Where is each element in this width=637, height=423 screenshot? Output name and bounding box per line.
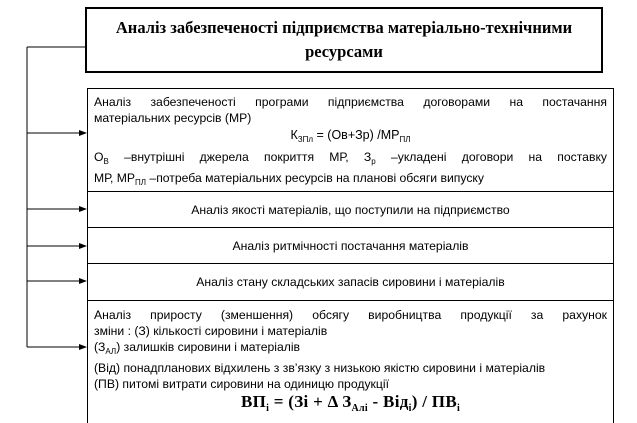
diagram-title: Аналіз забезпеченості підприємства матеріально-технічними ресурсами bbox=[115, 18, 573, 61]
section-supply-rhythm bbox=[88, 228, 613, 264]
arrow-head-3 bbox=[79, 243, 87, 249]
analysis-list-box bbox=[87, 88, 614, 423]
arrow-head-1 bbox=[79, 130, 87, 136]
section4-label: Аналіз стану складських запасів сировини і матеріалів bbox=[196, 275, 505, 289]
arrow-head-5 bbox=[79, 344, 87, 350]
section5-line2: зміни : (З) кількості сировини і матеріалів bbox=[94, 324, 328, 338]
arrow-head-4 bbox=[79, 278, 87, 284]
section1-formula: $К_{ЗПл} = (Ов+Зр)$ $/МР_{ПЛ}$ bbox=[290, 128, 411, 144]
section5-line5: (ПВ) питомі витрати сировини на одиницю продукції bbox=[94, 377, 389, 391]
section-warehouse-stock bbox=[88, 264, 613, 301]
section5-line1: Аналіз приросту (зменшення) обсягу виробництва продукції за рахунок bbox=[94, 308, 607, 322]
section-contracts-supply bbox=[88, 89, 613, 192]
section5-line3: $(З_{АЛ})$ залишків сировини і матеріалів bbox=[94, 340, 301, 356]
section5-line4: (Від) понадпланових відхилень з зв’язку з низькою якістю сировини і матеріалів bbox=[94, 361, 546, 375]
title-box bbox=[85, 7, 603, 73]
section1-line2: матеріальних ресурсів (МР) bbox=[94, 111, 252, 125]
section1-line1: Аналіз забезпеченості програми підприємства договорами на постачання bbox=[94, 95, 607, 109]
section2-label: Аналіз якості матеріалів, що поступили на підприємство bbox=[191, 202, 510, 217]
production-formula: $ВП_і = (Зі + \Delta$ $З_{Алі} - Від_і) / ПВ_і$ bbox=[240, 392, 461, 414]
section-material-quality bbox=[88, 192, 613, 228]
arrow-head-2 bbox=[79, 206, 87, 212]
section1-definitions-line1: $О_В$ –внутрішні джерела покриття МР, $З_р$ –укладені договори на поставку bbox=[94, 150, 608, 166]
section1-definitions-line2: МР, $МР_{ПЛ}$ –потреба матеріальних ресурсів на планові обсяги випуску bbox=[94, 171, 484, 187]
section-production-growth bbox=[88, 301, 613, 423]
section3-label: Аналіз ритмічності постачання матеріалів bbox=[232, 238, 469, 253]
